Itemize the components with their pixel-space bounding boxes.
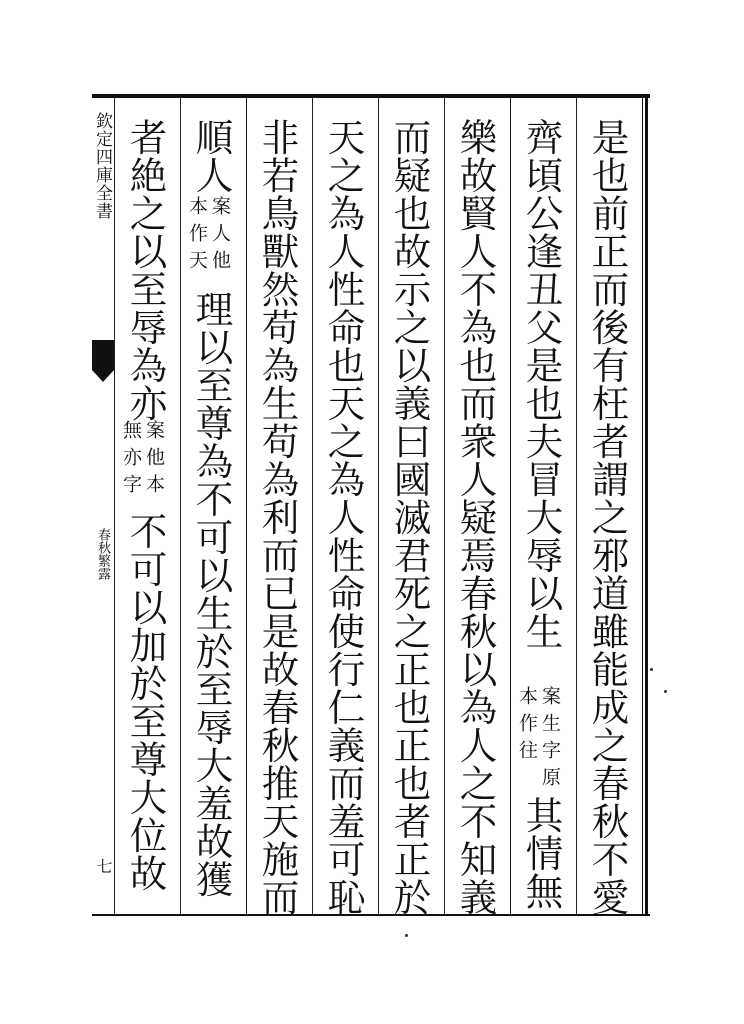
text-column-2-part-2: 其情無 xyxy=(519,796,564,910)
inline-note-right: 案生字原 xyxy=(539,686,561,794)
fish-tail-mark xyxy=(92,340,114,370)
column-rule xyxy=(114,98,115,914)
inline-note xyxy=(121,420,163,501)
column-rule xyxy=(444,98,445,914)
column-rule xyxy=(576,98,577,914)
text-column-2-part-1: 齊頃公逢丑父是也夫冒大辱以生 xyxy=(519,118,564,650)
text-column-1: 是也前正而後有枉者謂之邪道雖能成之春秋不愛 xyxy=(585,118,630,916)
inline-note-right: 案他本 xyxy=(143,420,165,501)
inline-note-left: 本作往 xyxy=(516,686,538,767)
scan-speck xyxy=(650,668,653,671)
inline-note-left: 本作天 xyxy=(186,196,208,277)
inline-note xyxy=(517,686,559,794)
text-column-3: 樂故賢人不為也而衆人疑焉春秋以為人之不知義 xyxy=(453,118,498,916)
page-frame-right-border xyxy=(642,94,648,916)
text-column-4: 而疑也故示之以義曰國滅君死之正也正也者正於 xyxy=(387,118,432,916)
inline-note xyxy=(187,196,229,277)
text-column-8-part-2: 不可以加於至尊大位故 xyxy=(123,512,168,892)
inline-note-right: 案人他 xyxy=(209,196,231,277)
margin-page-number: 七 xyxy=(94,858,113,874)
column-rule xyxy=(246,98,247,914)
page-frame xyxy=(92,94,650,916)
text-column-7-part-2: 理以至尊為不可以生於至辱大羞故獲 xyxy=(189,290,234,898)
column-rule xyxy=(510,98,511,914)
text-column-8-part-1: 者絶之以至辱為亦 xyxy=(123,118,168,422)
margin-title: 欽定四庫全書 xyxy=(92,112,112,220)
scan-speck xyxy=(664,690,667,693)
margin-column xyxy=(92,98,114,914)
column-rule xyxy=(378,98,379,914)
text-column-5: 天之為人性命也天之為人性命使行仁義而羞可恥 xyxy=(321,118,366,916)
text-column-6: 非若鳥獸然苟為生苟為利而已是故春秋推天施而 xyxy=(255,118,300,916)
column-rule xyxy=(180,98,181,914)
column-rule xyxy=(312,98,313,914)
inline-note-left: 無亦字 xyxy=(120,420,142,501)
scan-speck xyxy=(405,934,408,937)
margin-book-title: 春秋繁露 xyxy=(95,528,110,580)
text-column-7-part-1: 順人 xyxy=(189,118,234,194)
